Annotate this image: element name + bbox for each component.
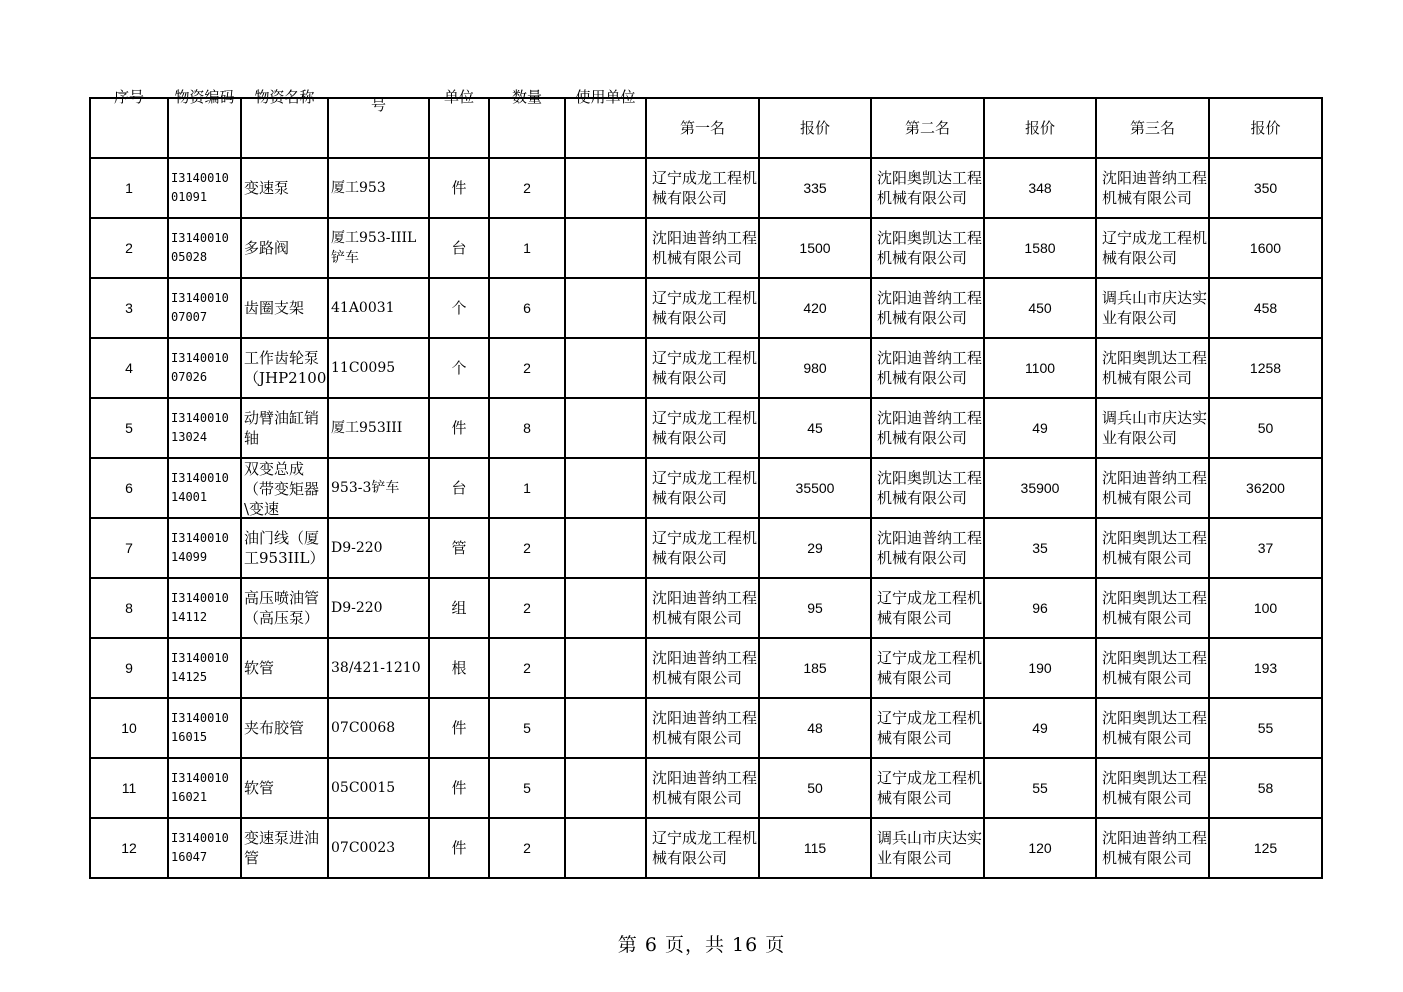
row-first-supplier: 辽宁成龙工程机械有限公司 <box>646 818 759 878</box>
row-third-supplier: 调兵山市庆达实业有限公司 <box>1096 398 1209 458</box>
row-third-price: 36200 <box>1209 458 1322 518</box>
row-code: I3140010 01091 <box>168 158 241 218</box>
row-unit: 件 <box>429 818 489 878</box>
table-row <box>90 578 1322 638</box>
row-seq: 12 <box>90 818 168 878</box>
table-row <box>90 218 1322 278</box>
header-price1: 报价 <box>759 98 871 158</box>
row-second-supplier: 沈阳迪普纳工程机械有限公司 <box>871 278 984 338</box>
row-unit: 件 <box>429 158 489 218</box>
row-third-price: 125 <box>1209 818 1322 878</box>
row-second-price: 55 <box>984 758 1096 818</box>
row-third-price: 100 <box>1209 578 1322 638</box>
row-model: 厦工953III <box>328 398 429 458</box>
row-unit: 组 <box>429 578 489 638</box>
header-price2: 报价 <box>984 98 1096 158</box>
row-third-supplier: 辽宁成龙工程机械有限公司 <box>1096 218 1209 278</box>
row-first-supplier: 沈阳迪普纳工程机械有限公司 <box>646 578 759 638</box>
row-unit: 件 <box>429 758 489 818</box>
row-third-supplier: 沈阳奥凯达工程机械有限公司 <box>1096 578 1209 638</box>
row-first-price: 115 <box>759 818 871 878</box>
header-unit: 单位 <box>429 98 489 158</box>
header-seq: 序号 <box>90 98 168 158</box>
row-first-price: 185 <box>759 638 871 698</box>
row-user-unit <box>565 458 646 518</box>
row-name: 变速泵进油管 <box>241 818 328 878</box>
row-qty: 2 <box>489 818 565 878</box>
row-second-supplier: 沈阳迪普纳工程机械有限公司 <box>871 398 984 458</box>
row-seq: 11 <box>90 758 168 818</box>
row-qty: 8 <box>489 398 565 458</box>
row-second-supplier: 辽宁成龙工程机械有限公司 <box>871 578 984 638</box>
row-third-supplier: 沈阳奥凯达工程机械有限公司 <box>1096 758 1209 818</box>
row-user-unit <box>565 638 646 698</box>
row-second-price: 348 <box>984 158 1096 218</box>
header-name: 物资名称 <box>241 98 328 158</box>
table-row <box>90 758 1322 818</box>
table-row <box>90 398 1322 458</box>
row-third-price: 58 <box>1209 758 1322 818</box>
row-third-price: 350 <box>1209 158 1322 218</box>
row-name: 软管 <box>241 638 328 698</box>
row-model: 厦工953-IIIL铲车 <box>328 218 429 278</box>
row-seq: 8 <box>90 578 168 638</box>
row-code: I3140010 16015 <box>168 698 241 758</box>
row-first-price: 50 <box>759 758 871 818</box>
row-first-price: 29 <box>759 518 871 578</box>
row-first-price: 335 <box>759 158 871 218</box>
row-code: I3140010 16021 <box>168 758 241 818</box>
row-third-price: 50 <box>1209 398 1322 458</box>
row-qty: 2 <box>489 638 565 698</box>
row-first-price: 420 <box>759 278 871 338</box>
row-seq: 2 <box>90 218 168 278</box>
row-third-price: 1600 <box>1209 218 1322 278</box>
row-first-supplier: 沈阳迪普纳工程机械有限公司 <box>646 758 759 818</box>
row-qty: 1 <box>489 458 565 518</box>
row-third-price: 55 <box>1209 698 1322 758</box>
row-name: 齿圈支架 <box>241 278 328 338</box>
row-model: 07C0023 <box>328 818 429 878</box>
row-code: I3140010 07007 <box>168 278 241 338</box>
row-user-unit <box>565 338 646 398</box>
row-first-supplier: 沈阳迪普纳工程机械有限公司 <box>646 218 759 278</box>
row-unit: 台 <box>429 218 489 278</box>
row-user-unit <box>565 158 646 218</box>
row-third-supplier: 沈阳迪普纳工程机械有限公司 <box>1096 458 1209 518</box>
row-second-supplier: 沈阳迪普纳工程机械有限公司 <box>871 518 984 578</box>
row-second-supplier: 辽宁成龙工程机械有限公司 <box>871 758 984 818</box>
row-second-price: 49 <box>984 398 1096 458</box>
row-user-unit <box>565 518 646 578</box>
row-user-unit <box>565 398 646 458</box>
header-code: 物资编码 <box>168 98 241 158</box>
row-name: 夹布胶管 <box>241 698 328 758</box>
row-first-supplier: 辽宁成龙工程机械有限公司 <box>646 338 759 398</box>
row-second-supplier: 沈阳奥凯达工程机械有限公司 <box>871 218 984 278</box>
table-row <box>90 698 1322 758</box>
header-user-unit: 使用单位 <box>565 98 646 158</box>
header-first: 第一名 <box>646 98 759 158</box>
row-third-supplier: 沈阳迪普纳工程机械有限公司 <box>1096 818 1209 878</box>
row-second-price: 120 <box>984 818 1096 878</box>
row-third-price: 193 <box>1209 638 1322 698</box>
row-qty: 1 <box>489 218 565 278</box>
row-name: 双变总成（带变矩器\变速 <box>241 458 328 518</box>
row-model: 厦工953 <box>328 158 429 218</box>
row-user-unit <box>565 818 646 878</box>
row-first-supplier: 辽宁成龙工程机械有限公司 <box>646 518 759 578</box>
row-first-supplier: 辽宁成龙工程机械有限公司 <box>646 398 759 458</box>
row-unit: 个 <box>429 278 489 338</box>
row-code: I3140010 07026 <box>168 338 241 398</box>
row-first-price: 95 <box>759 578 871 638</box>
row-name: 动臂油缸销轴 <box>241 398 328 458</box>
row-qty: 2 <box>489 158 565 218</box>
row-qty: 5 <box>489 698 565 758</box>
row-qty: 5 <box>489 758 565 818</box>
row-code: I3140010 16047 <box>168 818 241 878</box>
page-footer: 第 6 页，共 16 页 <box>617 934 786 956</box>
row-first-price: 45 <box>759 398 871 458</box>
row-first-supplier: 沈阳迪普纳工程机械有限公司 <box>646 698 759 758</box>
row-user-unit <box>565 218 646 278</box>
row-name: 软管 <box>241 758 328 818</box>
row-second-price: 49 <box>984 698 1096 758</box>
row-name: 高压喷油管（高压泵） <box>241 578 328 638</box>
table-row <box>90 458 1322 518</box>
row-seq: 7 <box>90 518 168 578</box>
row-qty: 2 <box>489 518 565 578</box>
row-second-supplier: 辽宁成龙工程机械有限公司 <box>871 698 984 758</box>
header-second: 第二名 <box>871 98 984 158</box>
row-unit: 台 <box>429 458 489 518</box>
row-code: I3140010 14099 <box>168 518 241 578</box>
row-model: D9-220 <box>328 518 429 578</box>
header-third: 第三名 <box>1096 98 1209 158</box>
row-user-unit <box>565 578 646 638</box>
row-third-price: 37 <box>1209 518 1322 578</box>
row-third-price: 1258 <box>1209 338 1322 398</box>
quote-comparison-table <box>89 88 1323 879</box>
row-code: I3140010 13024 <box>168 398 241 458</box>
header-row <box>90 98 1322 158</box>
row-qty: 2 <box>489 338 565 398</box>
header-qty: 数量 <box>489 98 565 158</box>
row-second-price: 96 <box>984 578 1096 638</box>
table-row <box>90 278 1322 338</box>
row-second-price: 35 <box>984 518 1096 578</box>
row-name: 工作齿轮泵（JHP2100 <box>241 338 328 398</box>
row-second-supplier: 辽宁成龙工程机械有限公司 <box>871 638 984 698</box>
row-second-supplier: 沈阳迪普纳工程机械有限公司 <box>871 338 984 398</box>
row-unit: 管 <box>429 518 489 578</box>
row-model: 38/421-1210 <box>328 638 429 698</box>
row-third-supplier: 调兵山市庆达实业有限公司 <box>1096 278 1209 338</box>
row-name: 变速泵 <box>241 158 328 218</box>
row-second-supplier: 沈阳奥凯达工程机械有限公司 <box>871 458 984 518</box>
row-first-supplier: 辽宁成龙工程机械有限公司 <box>646 158 759 218</box>
row-code: I3140010 05028 <box>168 218 241 278</box>
row-third-supplier: 沈阳奥凯达工程机械有限公司 <box>1096 698 1209 758</box>
header-price3: 报价 <box>1209 98 1322 158</box>
table-row <box>90 338 1322 398</box>
table-row <box>90 158 1322 218</box>
row-code: I3140010 14001 <box>168 458 241 518</box>
row-user-unit <box>565 278 646 338</box>
row-model: 41A0031 <box>328 278 429 338</box>
row-second-price: 1100 <box>984 338 1096 398</box>
row-second-supplier: 沈阳奥凯达工程机械有限公司 <box>871 158 984 218</box>
row-seq: 5 <box>90 398 168 458</box>
row-seq: 9 <box>90 638 168 698</box>
row-third-supplier: 沈阳奥凯达工程机械有限公司 <box>1096 338 1209 398</box>
row-code: I3140010 14112 <box>168 578 241 638</box>
row-seq: 1 <box>90 158 168 218</box>
row-name: 多路阀 <box>241 218 328 278</box>
row-model: 05C0015 <box>328 758 429 818</box>
row-name: 油门线（厦工953IIL） <box>241 518 328 578</box>
row-seq: 10 <box>90 698 168 758</box>
row-model: D9-220 <box>328 578 429 638</box>
row-first-price: 980 <box>759 338 871 398</box>
table-row <box>90 638 1322 698</box>
row-user-unit <box>565 698 646 758</box>
row-second-supplier: 调兵山市庆达实业有限公司 <box>871 818 984 878</box>
row-third-supplier: 沈阳奥凯达工程机械有限公司 <box>1096 638 1209 698</box>
row-unit: 件 <box>429 698 489 758</box>
row-first-price: 35500 <box>759 458 871 518</box>
row-unit: 根 <box>429 638 489 698</box>
table-row <box>90 518 1322 578</box>
row-seq: 6 <box>90 458 168 518</box>
row-first-supplier: 辽宁成龙工程机械有限公司 <box>646 278 759 338</box>
table-row <box>90 818 1322 878</box>
row-third-price: 458 <box>1209 278 1322 338</box>
row-second-price: 1580 <box>984 218 1096 278</box>
row-second-price: 35900 <box>984 458 1096 518</box>
header-model: 号 <box>328 98 429 158</box>
row-unit: 个 <box>429 338 489 398</box>
row-first-price: 48 <box>759 698 871 758</box>
row-second-price: 450 <box>984 278 1096 338</box>
row-second-price: 190 <box>984 638 1096 698</box>
row-first-supplier: 沈阳迪普纳工程机械有限公司 <box>646 638 759 698</box>
row-model: 953-3铲车 <box>328 458 429 518</box>
row-qty: 2 <box>489 578 565 638</box>
row-third-supplier: 沈阳奥凯达工程机械有限公司 <box>1096 518 1209 578</box>
row-first-price: 1500 <box>759 218 871 278</box>
row-seq: 3 <box>90 278 168 338</box>
row-code: I3140010 14125 <box>168 638 241 698</box>
row-model: 11C0095 <box>328 338 429 398</box>
row-user-unit <box>565 758 646 818</box>
row-first-supplier: 辽宁成龙工程机械有限公司 <box>646 458 759 518</box>
row-qty: 6 <box>489 278 565 338</box>
row-unit: 件 <box>429 398 489 458</box>
row-seq: 4 <box>90 338 168 398</box>
row-model: 07C0068 <box>328 698 429 758</box>
row-third-supplier: 沈阳迪普纳工程机械有限公司 <box>1096 158 1209 218</box>
